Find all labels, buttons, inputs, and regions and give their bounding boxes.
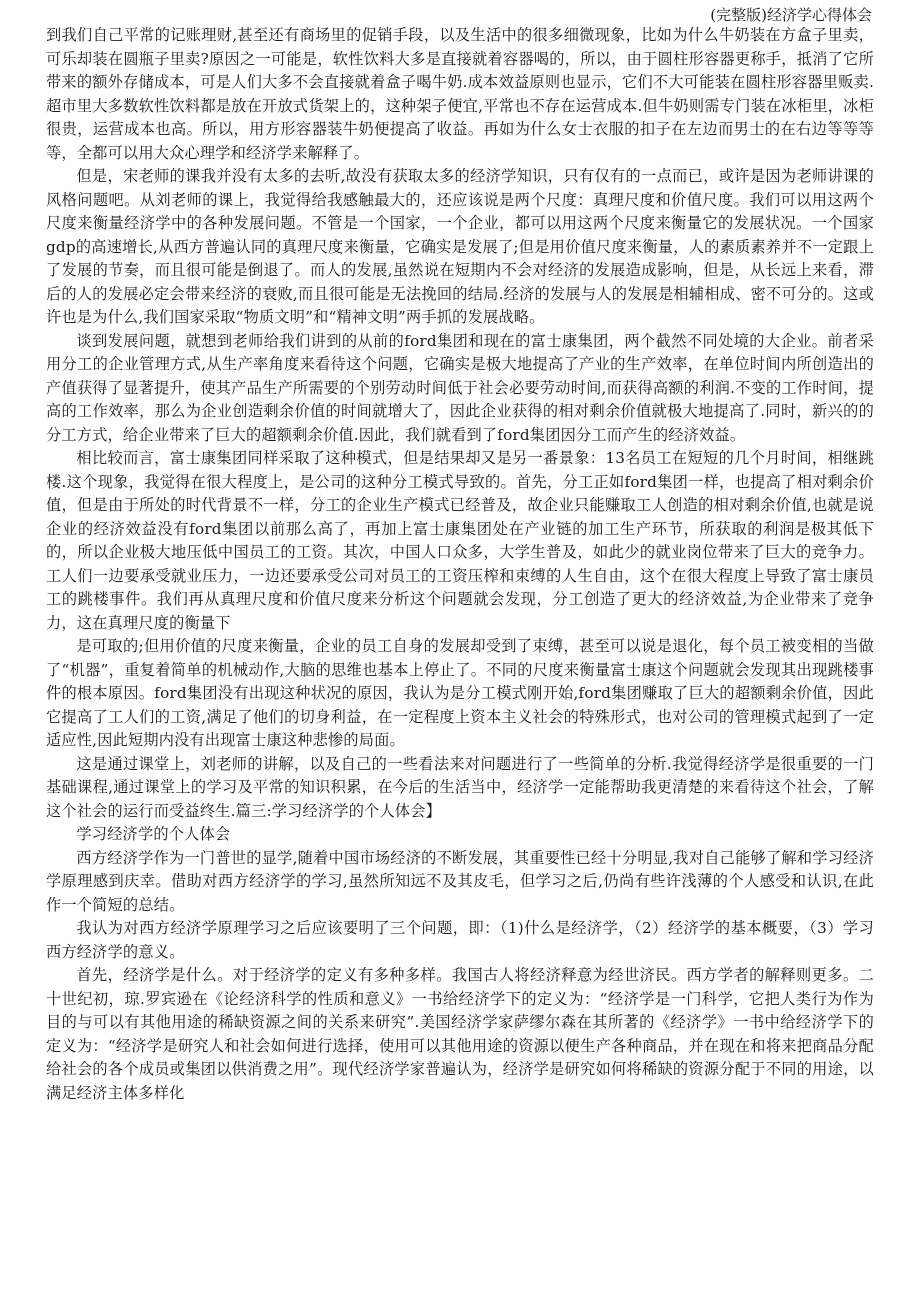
paragraph-1: 到我们自己平常的记账理财,甚至还有商场里的促销手段，以及生活中的很多细微现象，比如为什么牛奶装在方盒子里卖，可乐却装在圆瓶子里卖?原因之一可能是，软性饮料大多是直接就着容器喝的，所以，由于圆柱形容器更称手，抵消了它所带来的额外存储成本，可是人们大多不会直接就着盒子喝牛奶.成本效益原则也显示，它们不大可能装在圆柱形容器里贩卖.超市里大多数软性饮料都是放在开放式货架上的，这种架子便宜,平常也不存在运营成本.但牛奶则需专门装在冰柜里，冰柜很贵，运营成本也高。所以，用方形容器装牛奶便提高了收益。再如为什么女士衣服的扣子在左边而男士的在右边等等等等，全都可以用大众心理学和经济学来解释了。 xyxy=(46,26,874,162)
paragraph-2: 但是，宋老师的课我并没有太多的去听,故没有获取太多的经济学知识，只有仅有的一点而已，或许是因为老师讲课的风格问题吧。从刘老师的课上，我觉得给我感触最大的，还应该说是两个尺度：真理尺度和价值尺度。我们可以用这两个尺度来衡量经济学中的各种发展问题。不管是一个国家，一个企业，都可以用这两个尺度来衡量它的发展状况。一个国家gdp的高速增长,从西方普遍认同的真理尺度来衡量，它确实是发展了;但是用价值尺度来衡量，人的素质素养并不一定跟上了发展的节奏，而且很可能是倒退了。而人的发展,虽然说在短期内不会对经济的发展造成影响，但是，从长远上来看，滞后的人的发展必定会带来经济的衰败,而且很可能是无法挽回的结局.经济的发展与人的发展是相辅相成、密不可分的。这或许也是为什么,我们国家采取“物质文明”和“精神文明”两手抓的发展战略。 xyxy=(46,167,874,326)
paragraph-5: 是可取的;但用价值的尺度来衡量，企业的员工自身的发展却受到了束缚，甚至可以说是退化，每个员工被变相的当做了“机器”，重复着简单的机械动作,大脑的思维也基本上停止了。不同的尺度来衡量富士康这个问题就会发现其出现跳楼事件的根本原因。ford集团没有出现这种状况的原因，我认为是分工模式刚开始,ford集团赚取了巨大的超额剩余价值，因此它提高了工人们的工资,满足了他们的切身利益，在一定程度上资本主义社会的特殊形式，也对公司的管理模式起到了一定适应性,因此短期内没有出现富士康这种悲惨的局面。 xyxy=(46,637,874,749)
paragraph-7: 西方经济学作为一门普世的显学,随着中国市场经济的不断发展，其重要性已经十分明显,我对自己能够了解和学习经济学原理感到庆幸。借助对西方经济学的学习,虽然所知远不及其皮毛，但学习之后,仍尚有些许浅薄的个人感受和认识,在此作一个简短的总结。 xyxy=(46,848,874,914)
page-header xyxy=(46,6,872,24)
paragraph-9: 首先，经济学是什么。对于经济学的定义有多种多样。我国古人将经济释意为经世济民。西方学者的解释则更多。二十世纪初，琼.罗宾逊在《论经济科学的性质和意义》一书给经济学下的定义为：“经济学是一门科学，它把人类行为作为目的与可以有其他用途的稀缺资源之间的关系来研究”.美国经济学家萨缪尔森在其所著的《经济学》一书中给经济学下的定义为：“经济学是研究人和社会如何进行选择，使用可以其他用途的资源以便生产各种商品，并在现在和将来把商品分配给社会的各个成员或集团以供消费之用”。现代经济学家普遍认为，经济学是研究如何将稀缺的资源分配于不同的用途，以满足经济主体多样化 xyxy=(46,966,874,1102)
document-title: (完整版)经济学心得体会 xyxy=(710,6,872,24)
paragraph-3: 谈到发展问题，就想到老师给我们讲到的从前的ford集团和现在的富士康集团，两个截然不同处境的大企业。前者采用分工的企业管理方式,从生产率角度来看待这个问题，它确实是极大地提高了产业的生产效率，在单位时间内所创造出的产值获得了显著提升，使其产品生产所需要的个别劳动时间低于社会必要劳动时间,而获得高额的利润.不变的工作时间，提高的工作效率，那么为企业创造剩余价值的时间就增大了，因此企业获得的相对剩余价值就极大地提高了.同时，新兴的的分工方式，给企业带来了巨大的超额剩余价值.因此，我们就看到了ford集团因分工而产生的经济效益。 xyxy=(46,331,874,444)
section-heading: 学习经济学的个人体会 xyxy=(76,825,231,843)
document-body xyxy=(46,24,874,1105)
paragraph-8: 我认为对西方经济学原理学习之后应该要明了三个问题，即：（1)什么是经济学，（2）经济学的基本概要，（3）学习西方经济学的意义。 xyxy=(46,919,874,961)
paragraph-4: 相比较而言，富士康集团同样采取了这种模式，但是结果却又是另一番景象：13名员工在短短的几个月时间，相继跳楼.这个现象，我觉得在很大程度上，是公司的这种分工模式导致的。首先，分工正如ford集团一样，也提高了相对剩余价值，但是由于所处的时代背景不一样，分工的企业生产模式已经普及，故企业只能赚取工人创造的相对剩余价值,也就是说企业的经济效益没有ford集团以前那么高了，再加上富士康集团处在产业链的加工生产环节，所获取的利润是极其低下的，所以企业极大地压低中国员工的工资。其次，中国人口众多，大学生普及，如此少的就业岗位带来了巨大的竞争力。工人们一边要承受就业压力，一边还要承受公司对员工的工资压榨和束缚的人生自由，这个在很大程度上导致了富士康员工的跳楼事件。我们再从真理尺度和价值尺度来分析这个问题就会发现，分工创造了更大的经济效益,为企业带来了竞争力，这在真理尺度的衡量下 xyxy=(46,449,874,632)
paragraph-6: 这是通过课堂上，刘老师的讲解，以及自己的一些看法来对问题进行了一些简单的分析.我觉得经济学是很重要的一门基础课程,通过课堂上的学习及平常的知识积累，在今后的生活当中，经济学一定能帮助我更清楚的来看待这个社会，了解这个社会的运行而受益终生.篇三:学习经济学的个人体会】 xyxy=(46,754,874,820)
